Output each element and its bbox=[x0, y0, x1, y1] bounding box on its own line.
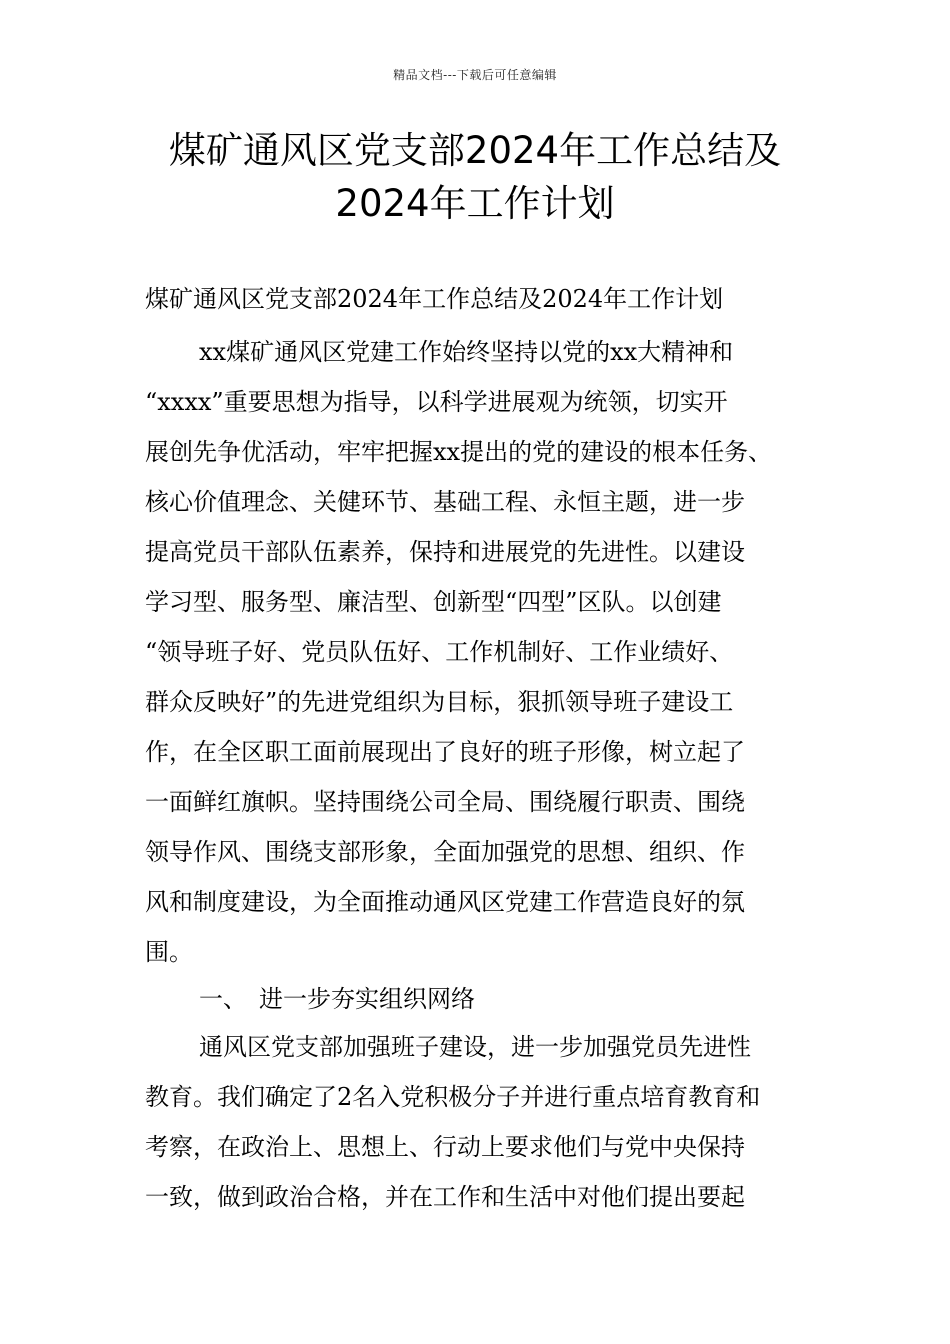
document-title bbox=[60, 124, 890, 230]
title-line-1: 煤矿通风区党支部2024年工作总结及 bbox=[168, 129, 782, 172]
paragraph-line: 围。 bbox=[145, 938, 193, 966]
paragraph-2 bbox=[145, 1022, 825, 1222]
paragraph-line: 通风区党支部加强班子建设，进一步加强党员先进性 bbox=[199, 1033, 751, 1061]
document-subtitle: 煤矿通风区党支部2024年工作总结及2024年工作计划 bbox=[145, 285, 724, 313]
paragraph-line: “领导班子好、党员队伍好、工作机制好、工作业绩好、 bbox=[145, 638, 734, 666]
paragraph-line: 核心价值理念、关健环节、基础工程、永恒主题，进一步 bbox=[145, 488, 745, 516]
paragraph-line: 领导作风、围绕支部形象，全面加强党的思想、组织、作 bbox=[145, 838, 745, 866]
paragraph-line: 展创先争优活动，牢牢把握xx提出的党的建设的根本任务、 bbox=[145, 438, 773, 466]
title-line-2: 2024年工作计划 bbox=[335, 182, 615, 225]
paragraph-line: 一面鲜红旗帜。坚持围绕公司全局、围绕履行职责、围绕 bbox=[145, 788, 745, 816]
paragraph-line: xx煤矿通风区党建工作始终坚持以党的xx大精神和 bbox=[199, 338, 734, 366]
section-number: 一、 bbox=[199, 985, 247, 1013]
paragraph-line: 风和制度建设，为全面推动通风区党建工作营造良好的氛 bbox=[145, 888, 745, 916]
paragraph-line: 考察，在政治上、思想上、行动上要求他们与党中央保持 bbox=[145, 1133, 745, 1161]
paragraph-line: 教育。我们确定了2名入党积极分子并进行重点培育教育和 bbox=[145, 1083, 761, 1111]
section-title: 进一步夯实组织网络 bbox=[259, 985, 475, 1013]
paragraph-line: 一致，做到政治合格，并在工作和生活中对他们提出要起 bbox=[145, 1183, 745, 1211]
paragraph-line: 作，在全区职工面前展现出了良好的班子形像，树立起了 bbox=[145, 738, 745, 766]
paragraph-line: 提高党员干部队伍素养，保持和进展党的先进性。以建设 bbox=[145, 538, 745, 566]
paragraph-1 bbox=[145, 327, 825, 977]
header-note: 精品文档---下载后可任意编辑 bbox=[393, 68, 557, 82]
section-heading-1 bbox=[199, 974, 475, 1024]
paragraph-line: 群众反映好”的先进党组织为目标，狠抓领导班子建设工 bbox=[145, 688, 734, 716]
paragraph-line: 学习型、服务型、廉洁型、创新型“四型”区队。以创建 bbox=[145, 588, 722, 616]
paragraph-line: “xxxx”重要思想为指导，以科学进展观为统领，切实开 bbox=[145, 388, 728, 416]
